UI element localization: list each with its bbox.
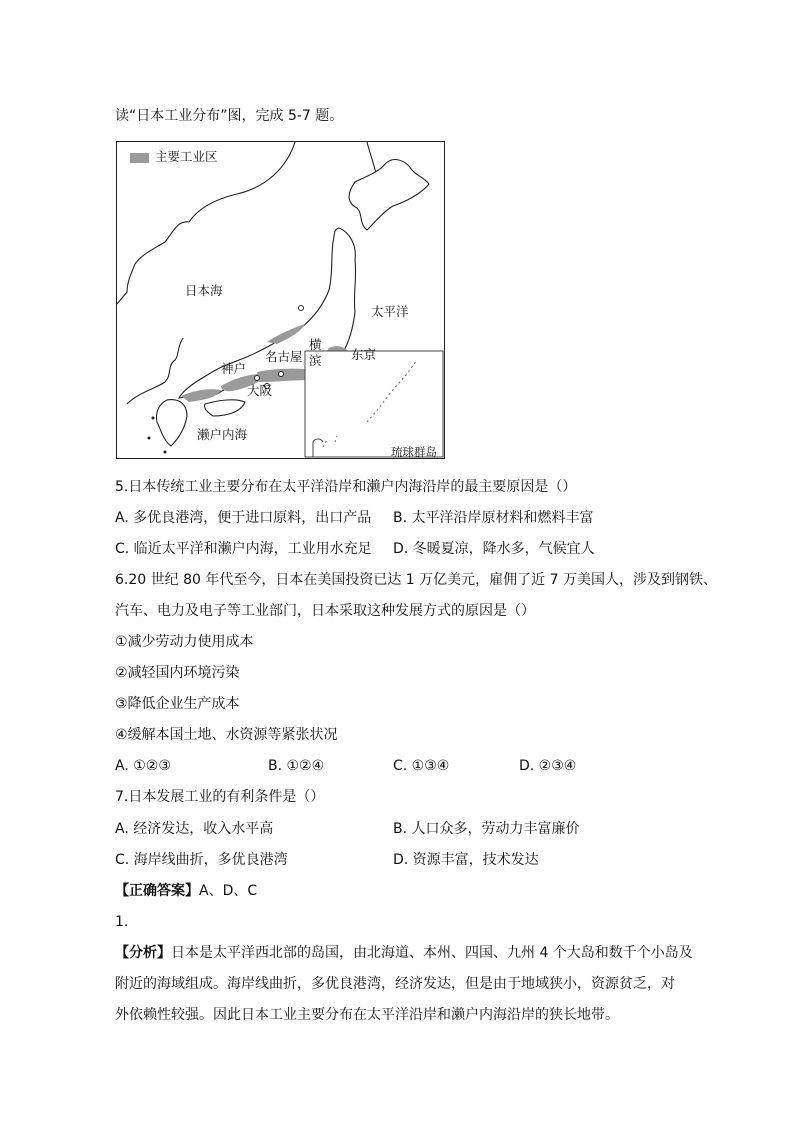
analysis-label: 【分析】 [115,945,171,961]
q6-option-b: B. ①②④ [268,758,325,774]
shikoku [204,400,245,416]
hokkaido [349,160,429,230]
legend-swatch [130,153,149,163]
q6-statement-2: ②减轻国内环境污染 [115,665,240,681]
label-yokohama-1: 横 [309,337,322,352]
island-dot [299,306,304,311]
q5-option-a: A. 多优良港湾，便于进口原料，出口产品 [115,510,372,526]
item-number: 1. [115,914,129,930]
label-kobe: 神户 [221,361,247,376]
analysis-line1 [115,944,693,962]
label-seto-inland-sea: 濑户内海 [197,427,248,442]
answer-label: 【正确答案】 [115,883,199,899]
q6-statement-3: ③降低企业生产成本 [115,696,240,712]
q5-option-d: D. 冬暖夏凉，降水多，气候宜人 [393,541,595,557]
analysis-text-1: 日本是太平洋西北部的岛国，由北海道、本州、四国、九州 4 个大岛和数千个小岛及 [171,945,693,961]
city-kobe-dot [255,376,260,381]
legend-label: 主要工业区 [155,149,218,164]
label-tokyo: 东京 [351,347,377,362]
analysis-line2: 附近的海域组成。海岸线曲折，多优良港湾，经济发达，但是由于地域狭小，资源贫乏，对 [115,976,675,992]
island-dot [152,417,155,420]
q6-option-a: A. ①②③ [115,758,171,774]
q5-option-b: B. 太平洋沿岸原材料和燃料丰富 [393,510,594,526]
answer-value: A、D、C [199,883,258,899]
q6-option-d: D. ②③④ [519,758,577,774]
korea-coast [127,338,183,404]
city-nagoya-dot [279,372,284,377]
label-ryukyu: 琉球群岛 [391,445,437,459]
q6-stem-line1: 6.20 世纪 80 年代至今，日本在美国投资已达 1 万亿美元，雇佣了近 7 万美国人，涉及到钢铁、 [115,572,717,588]
label-pacific: 太平洋 [371,304,409,319]
q6-statement-1: ①减少劳动力使用成本 [115,634,254,650]
japan-industry-map [116,141,445,459]
label-sea-of-japan: 日本海 [185,283,223,298]
label-osaka: 大阪 [247,383,273,398]
map-drawing [117,142,444,458]
q7-option-c: C. 海岸线曲折，多优良港湾 [115,852,288,868]
q7-stem: 7.日本发展工业的有利条件是（） [115,789,325,805]
analysis-line3: 外依赖性较强。因此日本工业主要分布在太平洋沿岸和濑户内海沿岸的狭长地带。 [115,1007,619,1023]
q6-option-c: C. ①③④ [393,758,450,774]
label-yokohama-2: 滨 [309,353,322,368]
q7-option-b: B. 人口众多，劳动力丰富廉价 [393,821,580,837]
intro-text: 读“日本工业分布”图，完成 5-7 题。 [115,108,344,124]
q6-stem-line2: 汽车、电力及电子等工业部门，日本采取这种发展方式的原因是（） [115,603,535,619]
continent-coast [117,142,295,304]
island-dot [148,437,151,440]
ryukyu-inset-frame [305,351,443,457]
q5-option-c: C. 临近太平洋和濑户内海，工业用水充足 [115,541,372,557]
q7-option-a: A. 经济发达，收入水平高 [115,821,274,837]
q6-statement-4: ④缓解本国土地、水资源等紧张状况 [115,727,338,743]
kyushu [156,400,187,446]
answer-line [115,882,257,900]
label-nagoya: 名古屋 [265,349,303,364]
q5-stem: 5.日本传统工业主要分布在太平洋沿岸和濑户内海沿岸的最主要原因是（） [115,479,577,495]
q7-option-d: D. 资源丰富，技术发达 [393,852,539,868]
island-dot [164,451,167,454]
